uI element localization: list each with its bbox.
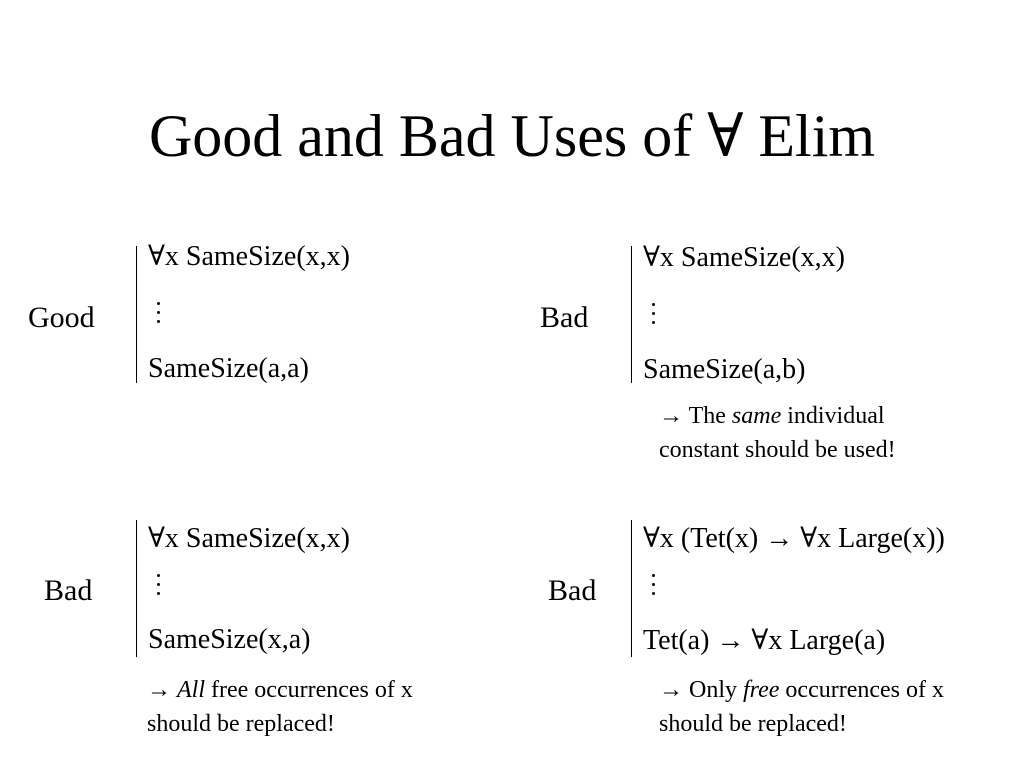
conclusion-line: SameSize(a,a) bbox=[148, 353, 309, 384]
proof-bar bbox=[136, 520, 137, 657]
conclusion-line: SameSize(x,a) bbox=[148, 624, 311, 655]
note-emphasis: same bbox=[731, 403, 782, 429]
note-text: should be replaced! bbox=[659, 711, 847, 737]
arrow-icon: → bbox=[147, 677, 171, 703]
premise-line: ∀x SameSize(x,x) bbox=[643, 242, 845, 273]
vertical-ellipsis-icon bbox=[652, 303, 658, 330]
example-label: Good bbox=[28, 301, 95, 334]
proof-bar bbox=[631, 520, 632, 657]
premise-line: ∀x SameSize(x,x) bbox=[148, 523, 350, 554]
vertical-ellipsis-icon bbox=[157, 302, 163, 329]
note-text: individual bbox=[781, 403, 885, 429]
explanation-note bbox=[659, 399, 896, 467]
note-text: The bbox=[683, 403, 732, 429]
vertical-ellipsis-icon bbox=[157, 574, 163, 601]
example-label: Bad bbox=[540, 301, 589, 334]
note-emphasis: All bbox=[177, 677, 205, 703]
note-text: free occurrences of x bbox=[205, 677, 413, 703]
example-label: Bad bbox=[44, 574, 93, 607]
note-text: Only bbox=[683, 677, 743, 703]
note-emphasis: free bbox=[743, 677, 780, 703]
proof-bar bbox=[136, 246, 137, 383]
slide-title: Good and Bad Uses of ∀ Elim bbox=[148, 103, 876, 169]
conclusion-line: Tet(a) → ∀x Large(a) bbox=[643, 625, 886, 656]
proof-bar bbox=[631, 246, 632, 383]
arrow-icon: → bbox=[659, 403, 683, 429]
explanation-note bbox=[659, 673, 944, 741]
arrow-icon: → bbox=[659, 677, 683, 703]
note-text: occurrences of x bbox=[779, 677, 944, 703]
example-label: Bad bbox=[548, 574, 597, 607]
note-text: should be replaced! bbox=[147, 711, 335, 737]
explanation-note bbox=[147, 673, 413, 741]
premise-line: ∀x (Tet(x) → ∀x Large(x)) bbox=[643, 523, 945, 554]
conclusion-line: SameSize(a,b) bbox=[643, 354, 806, 385]
premise-line: ∀x SameSize(x,x) bbox=[148, 241, 350, 272]
vertical-ellipsis-icon bbox=[652, 574, 658, 601]
note-text: constant should be used! bbox=[659, 437, 896, 463]
